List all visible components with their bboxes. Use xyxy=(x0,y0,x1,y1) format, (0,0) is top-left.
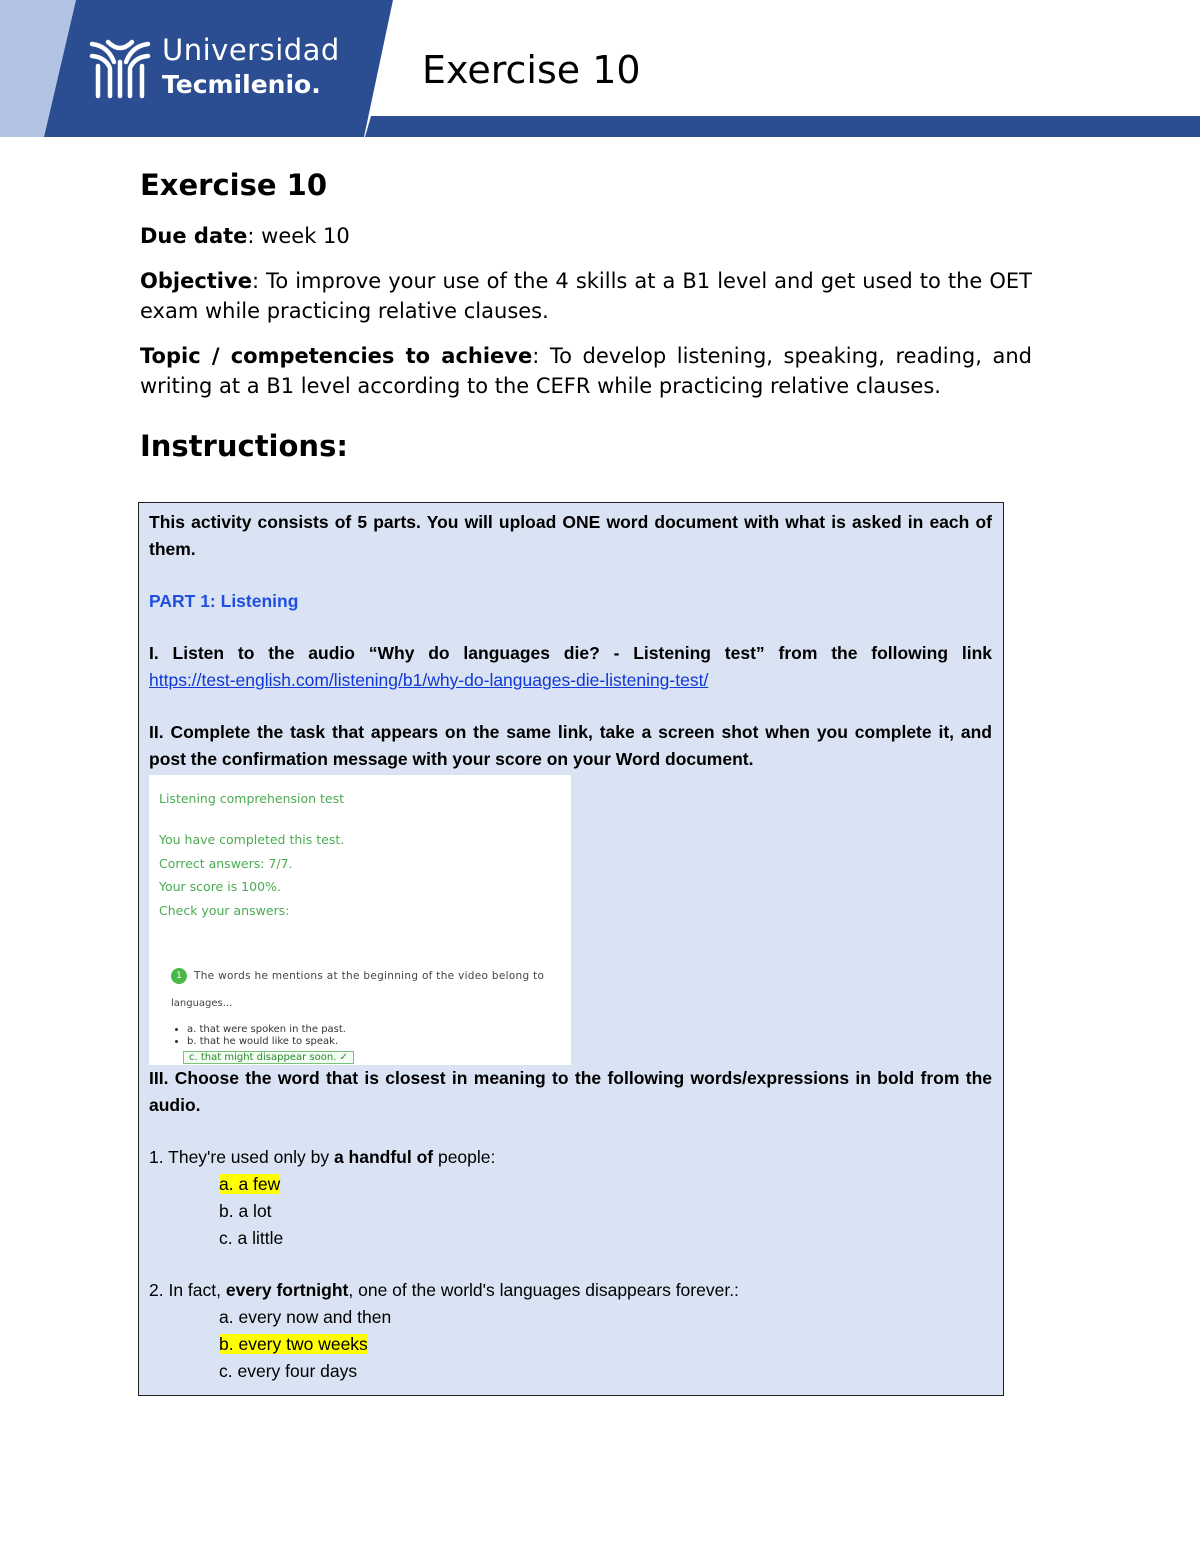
due-date-label: Due date xyxy=(140,224,248,248)
instructions-heading: Instructions: xyxy=(140,429,348,463)
screenshot-completed: You have completed this test. xyxy=(159,832,345,847)
tecmilenio-logo-icon xyxy=(88,36,152,100)
due-date xyxy=(140,221,1032,251)
screenshot-question: The words he mentions at the beginning of the video belong to xyxy=(194,970,545,982)
topic-competencies xyxy=(140,341,1032,401)
page-title: Exercise 10 xyxy=(140,168,327,202)
screenshot-score: Your score is 100%. xyxy=(159,879,281,894)
objective-label: Objective xyxy=(140,269,252,293)
q2-option-b: b. every two weeks xyxy=(219,1334,368,1354)
objective-text: : To improve your use of the 4 skills at a B1 level and get used to the OET exam while practicing relative clauses. xyxy=(140,269,1032,323)
due-date-value: : week 10 xyxy=(247,224,350,248)
score-screenshot xyxy=(149,775,571,1065)
screenshot-check: Check your answers: xyxy=(159,903,290,918)
question-number-badge: 1 xyxy=(171,968,187,984)
instructions-box xyxy=(138,502,1004,1396)
q1-suffix: people: xyxy=(433,1147,496,1167)
screenshot-option: • a. that were spoken in the past. xyxy=(187,1024,346,1036)
step3-text: III. Choose the word that is closest in meaning to the following words/expressions in bold from the audio. xyxy=(149,1068,992,1115)
step2-text: II. Complete the task that appears on the same link, take a screen shot when you complete it, and post the confirmation message with your score on your Word document. xyxy=(149,722,992,769)
intro-text: This activity consists of 5 parts. You will upload ONE word document with what is asked in each of them. xyxy=(149,512,992,559)
logo-text-universidad: Universidad xyxy=(162,33,340,67)
q1-option-b: b. a lot xyxy=(219,1201,272,1221)
logo-text-tecmilenio: Tecmilenio. xyxy=(162,70,321,99)
objective xyxy=(140,266,1032,326)
check-mark-icon: ✓ xyxy=(339,1052,348,1063)
q1-prefix: 1. They're used only by xyxy=(149,1147,334,1167)
q2-option-c: c. every four days xyxy=(219,1361,358,1381)
q1-option-a: a. a few xyxy=(219,1174,281,1194)
q1-option-c: c. a little xyxy=(219,1228,284,1248)
q2-suffix: , one of the world's languages disappears forever.: xyxy=(348,1280,739,1300)
screenshot-option: • b. that he would like to speak. xyxy=(187,1036,346,1048)
screenshot-question-cont: languages... xyxy=(171,998,233,1009)
q2-bold: every fortnight xyxy=(225,1280,349,1300)
step1-text: I. Listen to the audio “Why do languages die? - Listening test” from the following link xyxy=(149,643,992,663)
document-body xyxy=(140,166,1032,465)
part1-title: PART 1: Listening xyxy=(149,591,299,611)
q2-prefix: 2. In fact, xyxy=(149,1280,226,1300)
topic-label: Topic / competencies to achieve xyxy=(140,344,533,368)
listening-test-link[interactable]: https://test-english.com/listening/b1/why-do-languages-die-listening-test/ xyxy=(149,670,709,690)
q2-option-a: a. every now and then xyxy=(219,1307,392,1327)
header-title: Exercise 10 xyxy=(422,48,641,92)
topic-text: : To develop listening, speaking, reading, and writing at a B1 level according to the CEFR while practicing relative clauses. xyxy=(140,344,1032,398)
screenshot-options xyxy=(171,1024,346,1048)
selected-option-text: c. that might disappear soon. xyxy=(189,1052,337,1063)
screenshot-correct: Correct answers: 7/7. xyxy=(159,856,293,871)
question-2 xyxy=(149,1277,992,1304)
q1-bold: a handful of xyxy=(333,1147,434,1167)
screenshot-selected-option xyxy=(183,1051,354,1064)
screenshot-heading: Listening comprehension test xyxy=(159,791,345,806)
question-1 xyxy=(149,1144,992,1171)
